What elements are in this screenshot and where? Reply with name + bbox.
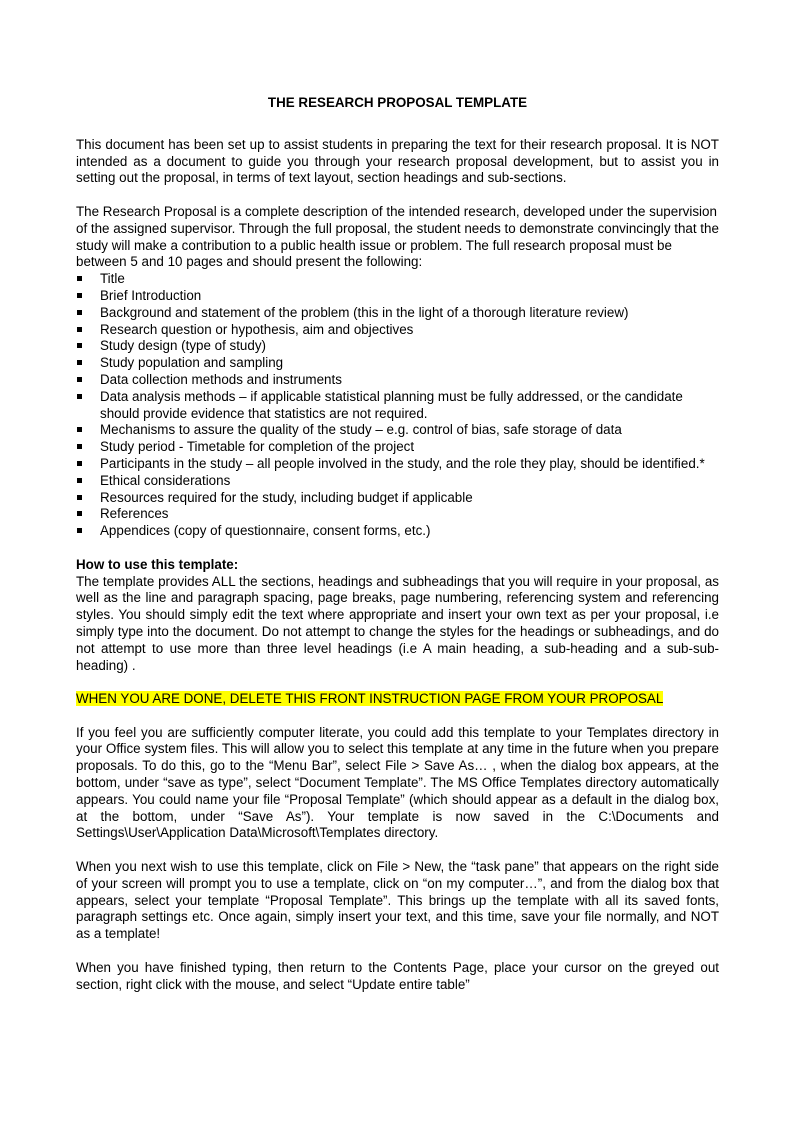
list-item: Resources required for the study, including budget if applicable <box>76 490 719 507</box>
list-item: Brief Introduction <box>76 288 719 305</box>
howto-paragraph: The template provides ALL the sections, headings and subheadings that you will require in your proposal, as well as the line and paragraph spacing, page breaks, page numbering, referencing system and referencing styles. You should simply edit the text where appropriate and insert your own text as per your proposal, i.e simply type into the document. Do not attempt to change the styles for the headings or subheadings, and do not attempt to use more than three level headings (i.e A main heading, a sub-heading and a sub-sub-heading) . <box>76 573 719 673</box>
list-item: Data collection methods and instruments <box>76 372 719 389</box>
next-use-paragraph: When you next wish to use this template, click on File > New, the “task pane” that appears on the right side of your screen will prompt you to use a template, click on “on my computer…”, and from the dialog box that appears, select your template “Proposal Template”. This brings up the template with all its saved fonts, paragraph settings etc. Once again, simply insert your text, and this time, save your file normally, and NOT as a template! <box>76 859 719 942</box>
list-item: Study design (type of study) <box>76 338 719 355</box>
list-item: Appendices (copy of questionnaire, consent forms, etc.) <box>76 523 719 540</box>
warning-notice <box>76 691 719 708</box>
proposal-contents-list <box>76 271 719 540</box>
list-item: Background and statement of the problem (this in the light of a thorough literature review) <box>76 305 719 322</box>
templates-paragraph: If you feel you are sufficiently computer literate, you could add this template to your Templates directory in your Office system files. This will allow you to select this template at any time in the future when you prepare proposals. To do this, go to the “Menu Bar”, select File > Save As… , when the dialog box appears, at the bottom, under “save as type”, select “Document Template”. The MS Office Templates directory automatically appears. You could name your file “Proposal Template” (which should appear as a default in the dialog box, at the bottom, under “Save As”). Your template is now saved in the C:\Documents and Settings\User\Application Data\Microsoft\Templates directory. <box>76 724 719 841</box>
list-item: Study population and sampling <box>76 355 719 372</box>
list-item: Title <box>76 271 719 288</box>
list-item: Mechanisms to assure the quality of the study – e.g. control of bias, safe storage of data <box>76 422 719 439</box>
list-item: Research question or hypothesis, aim and objectives <box>76 322 719 339</box>
list-item: Participants in the study – all people involved in the study, and the role they play, should be identified.* <box>76 456 719 473</box>
list-item: Ethical considerations <box>76 473 719 490</box>
intro-paragraph: This document has been set up to assist students in preparing the text for their research proposal. It is NOT intended as a document to guide you through your research proposal development, but to assist you in setting out the proposal, in terms of text layout, section headings and sub-sections. <box>76 136 719 186</box>
document-page <box>76 95 719 993</box>
list-item: Study period - Timetable for completion of the project <box>76 439 719 456</box>
list-item: References <box>76 506 719 523</box>
list-item: Data analysis methods – if applicable statistical planning must be fully addressed, or the candidate should provide evidence that statistics are not required. <box>76 389 719 423</box>
warning-highlight: WHEN YOU ARE DONE, DELETE THIS FRONT INSTRUCTION PAGE FROM YOUR PROPOSAL <box>76 691 664 707</box>
description-paragraph: The Research Proposal is a complete description of the intended research, developed under the supervision of the assigned supervisor. Through the full proposal, the student needs to demonstrate convincingly that the study will make a contribution to a public health issue or problem. The full research proposal must be between 5 and 10 pages and should present the following: <box>76 203 719 270</box>
finish-paragraph: When you have finished typing, then return to the Contents Page, place your cursor on the greyed out section, right click with the mouse, and select “Update entire table” <box>76 959 719 992</box>
document-title: THE RESEARCH PROPOSAL TEMPLATE <box>267 95 528 110</box>
howto-heading: How to use this template: <box>76 556 239 572</box>
